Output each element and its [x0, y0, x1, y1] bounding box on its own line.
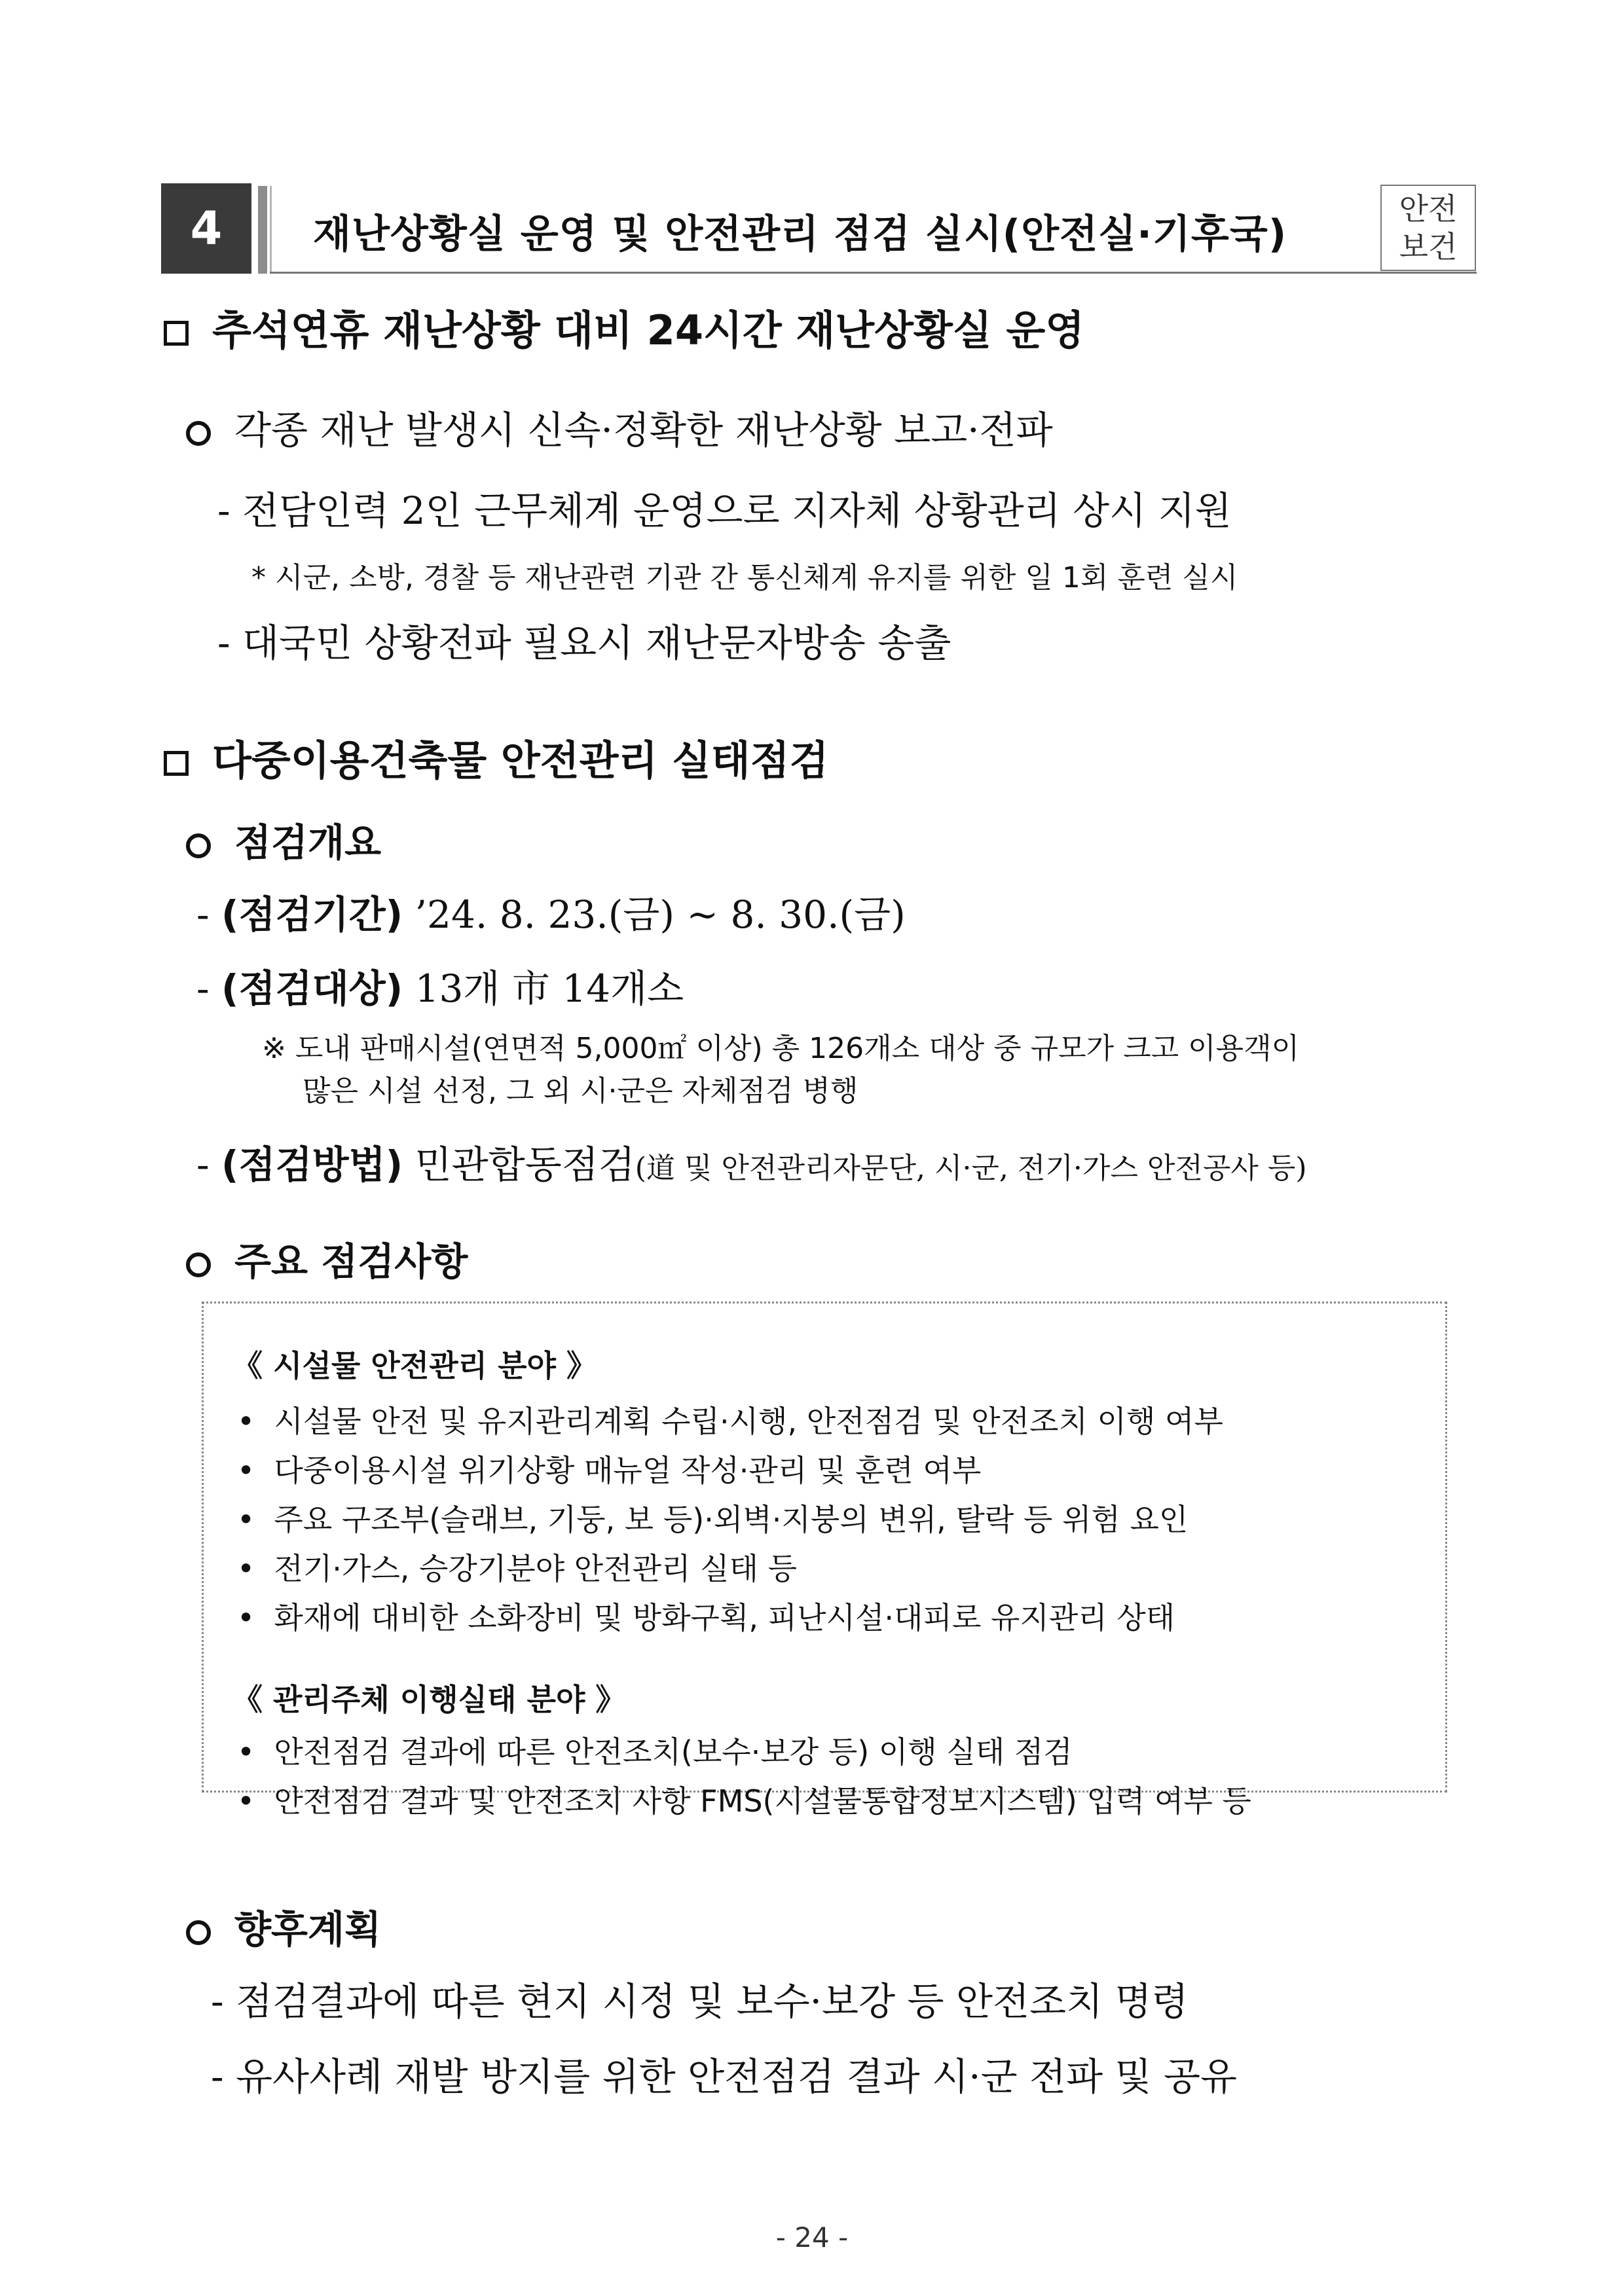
method-row: - (점검방법) 민관합동점검(道 및 안전관리자문단, 시·군, 전기·가스 안전공사 등)	[196, 1142, 1307, 1187]
sub-broadcast: - 대국민 상황전파 필요시 재난문자방송 송출	[217, 621, 951, 665]
list-item: • 주요 구조부(슬래브, 기둥, 보 등)·외벽·지붕의 변위, 탈락 등 위험 요인	[237, 1502, 1189, 1537]
category-tag-line1: 안전	[1399, 191, 1458, 227]
overview-heading: 점검개요	[186, 812, 381, 867]
category-tag-line2: 보건	[1399, 229, 1458, 264]
list-item: • 화재에 대비한 소화장비 및 방화구획, 피난시설·대피로 유지관리 상태	[237, 1600, 1175, 1635]
circle-bullet-icon	[186, 421, 211, 446]
category-tag	[1380, 185, 1476, 271]
list-item: • 전기·가스, 승강기분야 안전관리 실태 등	[237, 1551, 798, 1586]
circle-bullet-icon	[186, 1920, 211, 1945]
heading-situation-room: 추석연휴 재난상황 대비 24시간 재난상황실 운영	[164, 298, 1084, 356]
sub-staffing: - 전담인력 2인 근무체계 운영으로 지자체 상황관리 상시 지원	[217, 488, 1232, 533]
square-bullet-icon	[164, 321, 189, 346]
future-item-2: - 유사사례 재발 방지를 위한 안전점검 결과 시·군 전파 및 공유	[211, 2054, 1238, 2099]
list-item: • 다중이용시설 위기상황 매뉴얼 작성·관리 및 훈련 여부	[237, 1453, 982, 1488]
future-heading: 향후계획	[186, 1899, 381, 1954]
target-note-2: 많은 시설 선정, 그 외 시·군은 자체점검 병행	[303, 1074, 858, 1108]
header-divider	[258, 186, 267, 274]
circle-bullet-icon	[186, 1252, 211, 1277]
future-item-1: - 점검결과에 따른 현지 시정 및 보수·보강 등 안전조치 명령	[211, 1979, 1189, 2024]
list-item: • 안전점검 결과에 따른 안전조치(보수·보강 등) 이행 실태 점검	[237, 1734, 1073, 1770]
section-number: 4	[161, 183, 251, 274]
list-item: • 안전점검 결과 및 안전조치 사항 FMS(시설물통합정보시스템) 입력 여부 등	[237, 1783, 1251, 1819]
circle-bullet-icon	[186, 833, 211, 858]
section-title: 재난상황실 운영 및 안전관리 점검 실시(안전실·기후국)	[313, 211, 1287, 257]
header-rule	[270, 272, 1477, 274]
target-row: - (점검대상) 13개 市 14개소	[196, 966, 684, 1011]
box-heading-facility: 《 시설물 안전관리 분야 》	[232, 1348, 597, 1383]
square-bullet-icon	[164, 751, 189, 776]
list-item: • 시설물 안전 및 유지관리계획 수립·시행, 안전점검 및 안전조치 이행 여부	[237, 1404, 1223, 1439]
item-report: 각종 재난 발생시 신속·정확한 재난상황 보고·전파	[186, 399, 1053, 454]
target-note-1: ※ 도내 판매시설(연면적 5,000㎡ 이상) 총 126개소 대상 중 규모가 크고 이용객이	[262, 1032, 1300, 1065]
main-items-heading: 주요 점검사항	[186, 1231, 468, 1286]
page-number: - 24 -	[775, 2221, 849, 2253]
heading-inspection: 다중이용건축물 안전관리 실태점검	[164, 728, 829, 786]
period-row: - (점검기간) ’24. 8. 23.(금) ~ 8. 30.(금)	[196, 892, 906, 937]
box-heading-management: 《 관리주체 이행실태 분야 》	[232, 1682, 626, 1717]
note-training: * 시군, 소방, 경찰 등 재난관련 기관 간 통신체계 유지를 위한 일 1회 훈련 실시	[251, 561, 1238, 594]
header-divider-thin	[270, 186, 272, 274]
